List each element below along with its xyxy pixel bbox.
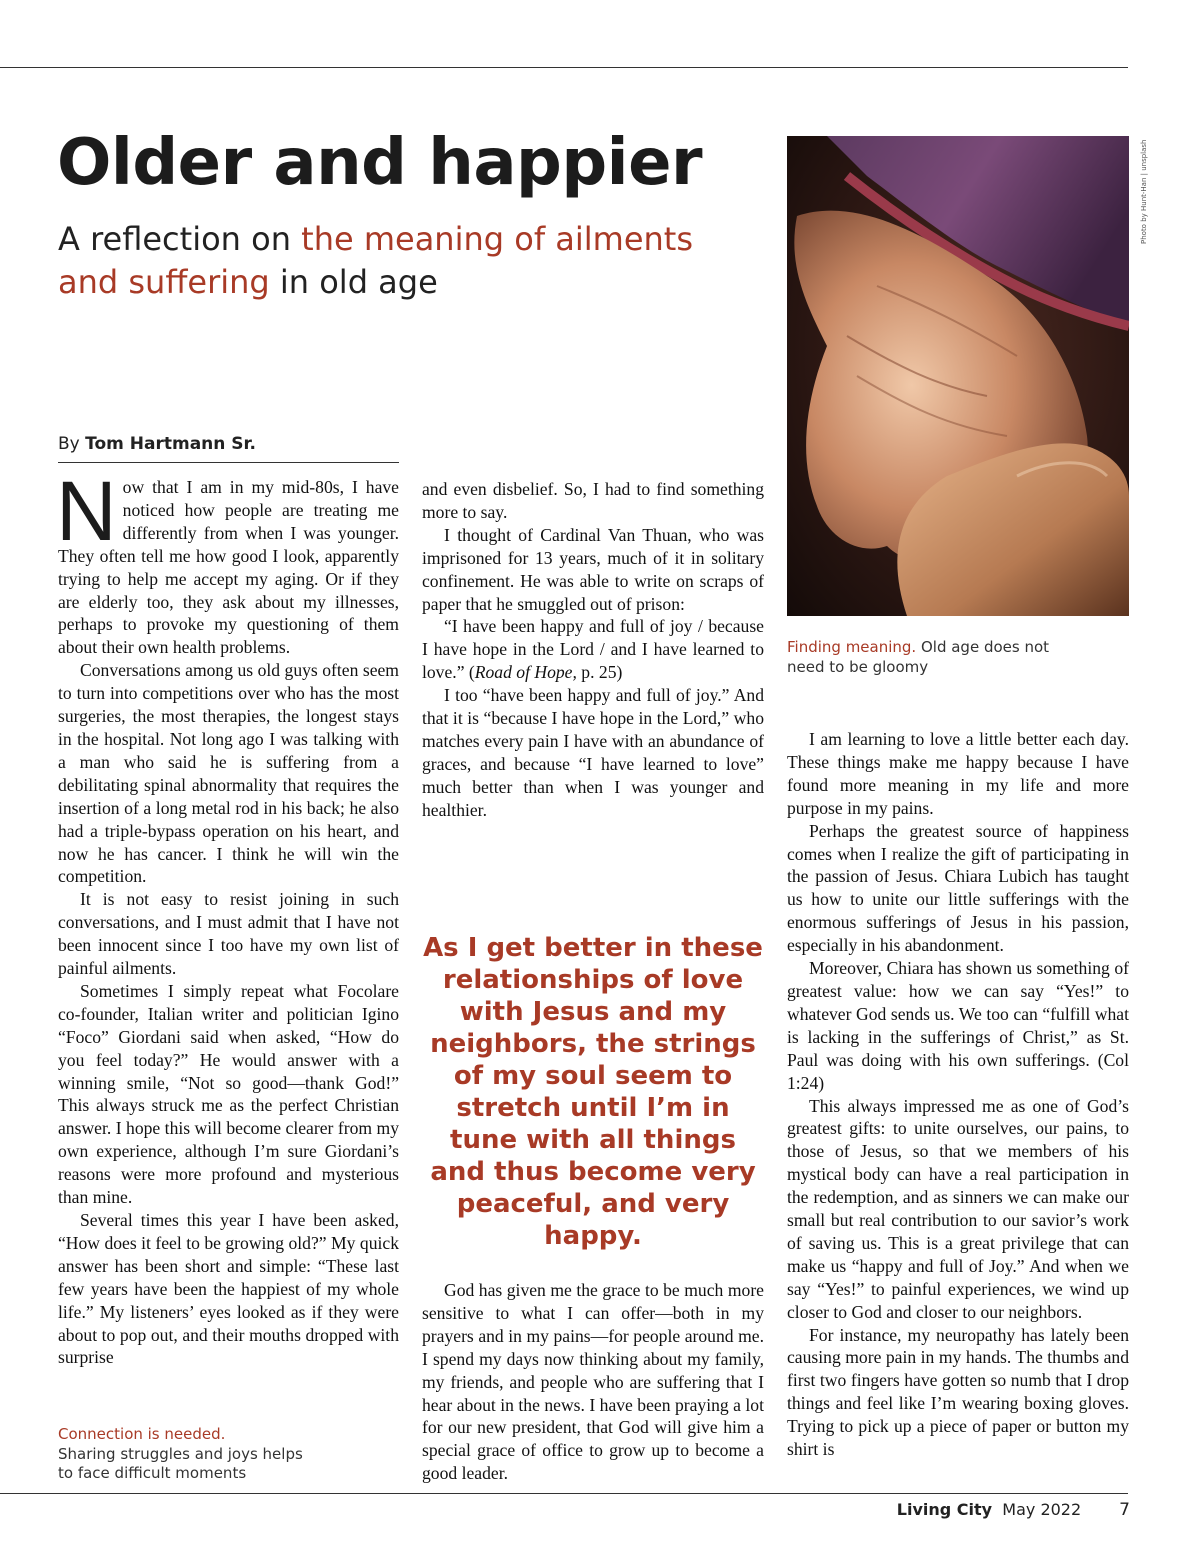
page-number: 7: [1119, 1500, 1130, 1520]
subtitle-highlight: the meaning of ailments and suffering: [58, 220, 693, 301]
caption-text: Old age does not need to be gloomy: [787, 638, 1050, 676]
caption-lead: Connection is needed.: [58, 1425, 226, 1443]
body-column-1: [56, 464, 399, 1369]
paragraph: Conversations among us old guys often seem to turn into competitions over who has the most surgeries, the most therapies, the longest stays in the hospital. Not long ago I was talking with a man who said he is suffering from a debilitating spinal abnormality that requires the insertion of a long metal rod in his back; he also had a triple-bypass operation on his heart, and now he has cancer. I think he will win the competition.: [58, 660, 399, 887]
hands-photo: [787, 136, 1129, 616]
caption-finding-meaning: [787, 638, 1077, 677]
paragraph: “I have been happy and full of joy / because I have hope in the Lord / and I have learned to love.” (Road of Hope, p. 25): [422, 616, 764, 683]
paragraph: It is not easy to resist joining in such conversations, and I must admit that I have not been innocent since I too have my own list of painful ailments.: [58, 889, 399, 979]
paragraph: I thought of Cardinal Van Thuan, who was imprisoned for 13 years, much of it in solitary confinement. He was able to write on scraps of paper that he smuggled out of prison:: [422, 524, 764, 614]
caption-connection: [58, 1425, 358, 1484]
body-column-2-top: [422, 478, 764, 822]
paragraph: and even disbelief. So, I had to find something more to say.: [422, 479, 764, 522]
drop-cap: N: [56, 464, 117, 558]
body-column-3: [787, 728, 1129, 1461]
body-column-2-bottom: [422, 1279, 764, 1485]
paragraph: God has given me the grace to be much more sensitive to what I can offer—both in my prayers and in my pains—for people around me. I spend my days now thinking about my family, my friends, and people who are suffering that I hear about in the news. I have been praying a lot for our new president, that God will give him a special grace of office to grow up to become a good leader.: [422, 1280, 764, 1484]
page-footer: [870, 1500, 1130, 1520]
paragraph: Sometimes I simply repeat what Focolare co-founder, Italian writer and politician Igino “Foco” Giordani said when asked, “How do you feel today?” He would answer with a winning smile, “Not so good—thank God!” This always struck me as the perfect Christian answer. I hope this will become clearer from my own experience, although I’m sure Giordani’s reasons were more profound and mysterious than mine.: [58, 980, 399, 1208]
paragraph: I too “have been happy and full of joy.” And that it is “because I have hope in the Lord,” who matches every pain I have with an abundance of graces, and because “I have learned to love” much better than when I was younger and healthier.: [422, 685, 764, 820]
magazine-name: Living City: [896, 1500, 993, 1519]
issue-date: May 2022: [1002, 1500, 1082, 1519]
paragraph: Moreover, Chiara has shown us something of greatest value: how we can say “Yes!” to whatever God sends us. We too can “fulfill what is lacking in the sufferings of Christ,” as St. Paul was doing with his own sufferings. (Col 1:24): [787, 958, 1129, 1093]
caption-line: Sharing struggles and joys helps: [58, 1444, 303, 1463]
paragraph: Now that I am in my mid-80s, I have noticed how people are treating me differently from when I was younger. They often tell me how good I look, apparently trying to help me accept my aging. Or if they are elderly too, they ask about my illnesses, perhaps to provoke my questioning of them about their own health problems.: [56, 464, 399, 658]
caption-lead: Finding meaning.: [787, 638, 917, 656]
book-title: Road of Hope,: [474, 662, 577, 683]
caption-line: to face difficult moments: [58, 1464, 247, 1482]
paragraph: I am learning to love a little better each day. These things make me happy because I have found more meaning in my life and more purpose in my pains.: [787, 729, 1129, 818]
byline-author: Tom Hartmann Sr.: [85, 434, 256, 454]
pull-quote: As I get better in these relationships of love with Jesus and my neighbors, the strings of my soul seem to stretch until I’m in tune with all things and thus become very peaceful, and very happy.: [423, 933, 763, 1251]
subtitle-part1: A reflection on: [58, 220, 302, 258]
paragraph: Several times this year I have been asked, “How does it feel to be growing old?” My quick answer has been short and simple: “These last few years have been the happiest of my whole life.” My listeners’ eyes looked as if they were about to pop out, and their mouths dropped with surprise: [58, 1210, 399, 1368]
article-subtitle: [58, 218, 738, 304]
hands-photo-illustration: [787, 136, 1129, 616]
bottom-rule: [0, 1493, 1128, 1494]
byline-rule: [58, 462, 399, 463]
top-rule: [0, 67, 1128, 68]
article-title: Older and happier: [57, 126, 703, 200]
photo-credit: Photo by Hunt-Han | unsplash: [1140, 139, 1148, 244]
byline: [58, 434, 256, 454]
subtitle-part2: in old age: [269, 263, 438, 301]
paragraph: Perhaps the greatest source of happiness comes when I realize the gift of participating in the passion of Jesus. Chiara Lubich has taught us how to unite our little sufferings with the enormous sufferings of Jesus in his passion, especially in his abandonment.: [787, 820, 1129, 956]
byline-prefix: By: [58, 434, 80, 454]
paragraph: For instance, my neuropathy has lately been causing more pain in my hands. The thumbs and first two fingers have gotten so numb that I drop things and feel like I’m wearing boxing gloves. Trying to pick up a piece of paper or button my shirt is: [787, 1324, 1129, 1460]
paragraph: This always impressed me as one of God’s greatest gifts: to unite ourselves, our pains, to those of Jesus, so that we members of his mystical body can have a real participation in the redemption, and as sinners we can make our small but real contribution to our savior’s work of saving us. This is a great privilege that can make us “happy and full of Joy.” And when we say “Yes!” to painful experiences, we wind up closer to God and closer to our neighbors.: [787, 1095, 1129, 1322]
